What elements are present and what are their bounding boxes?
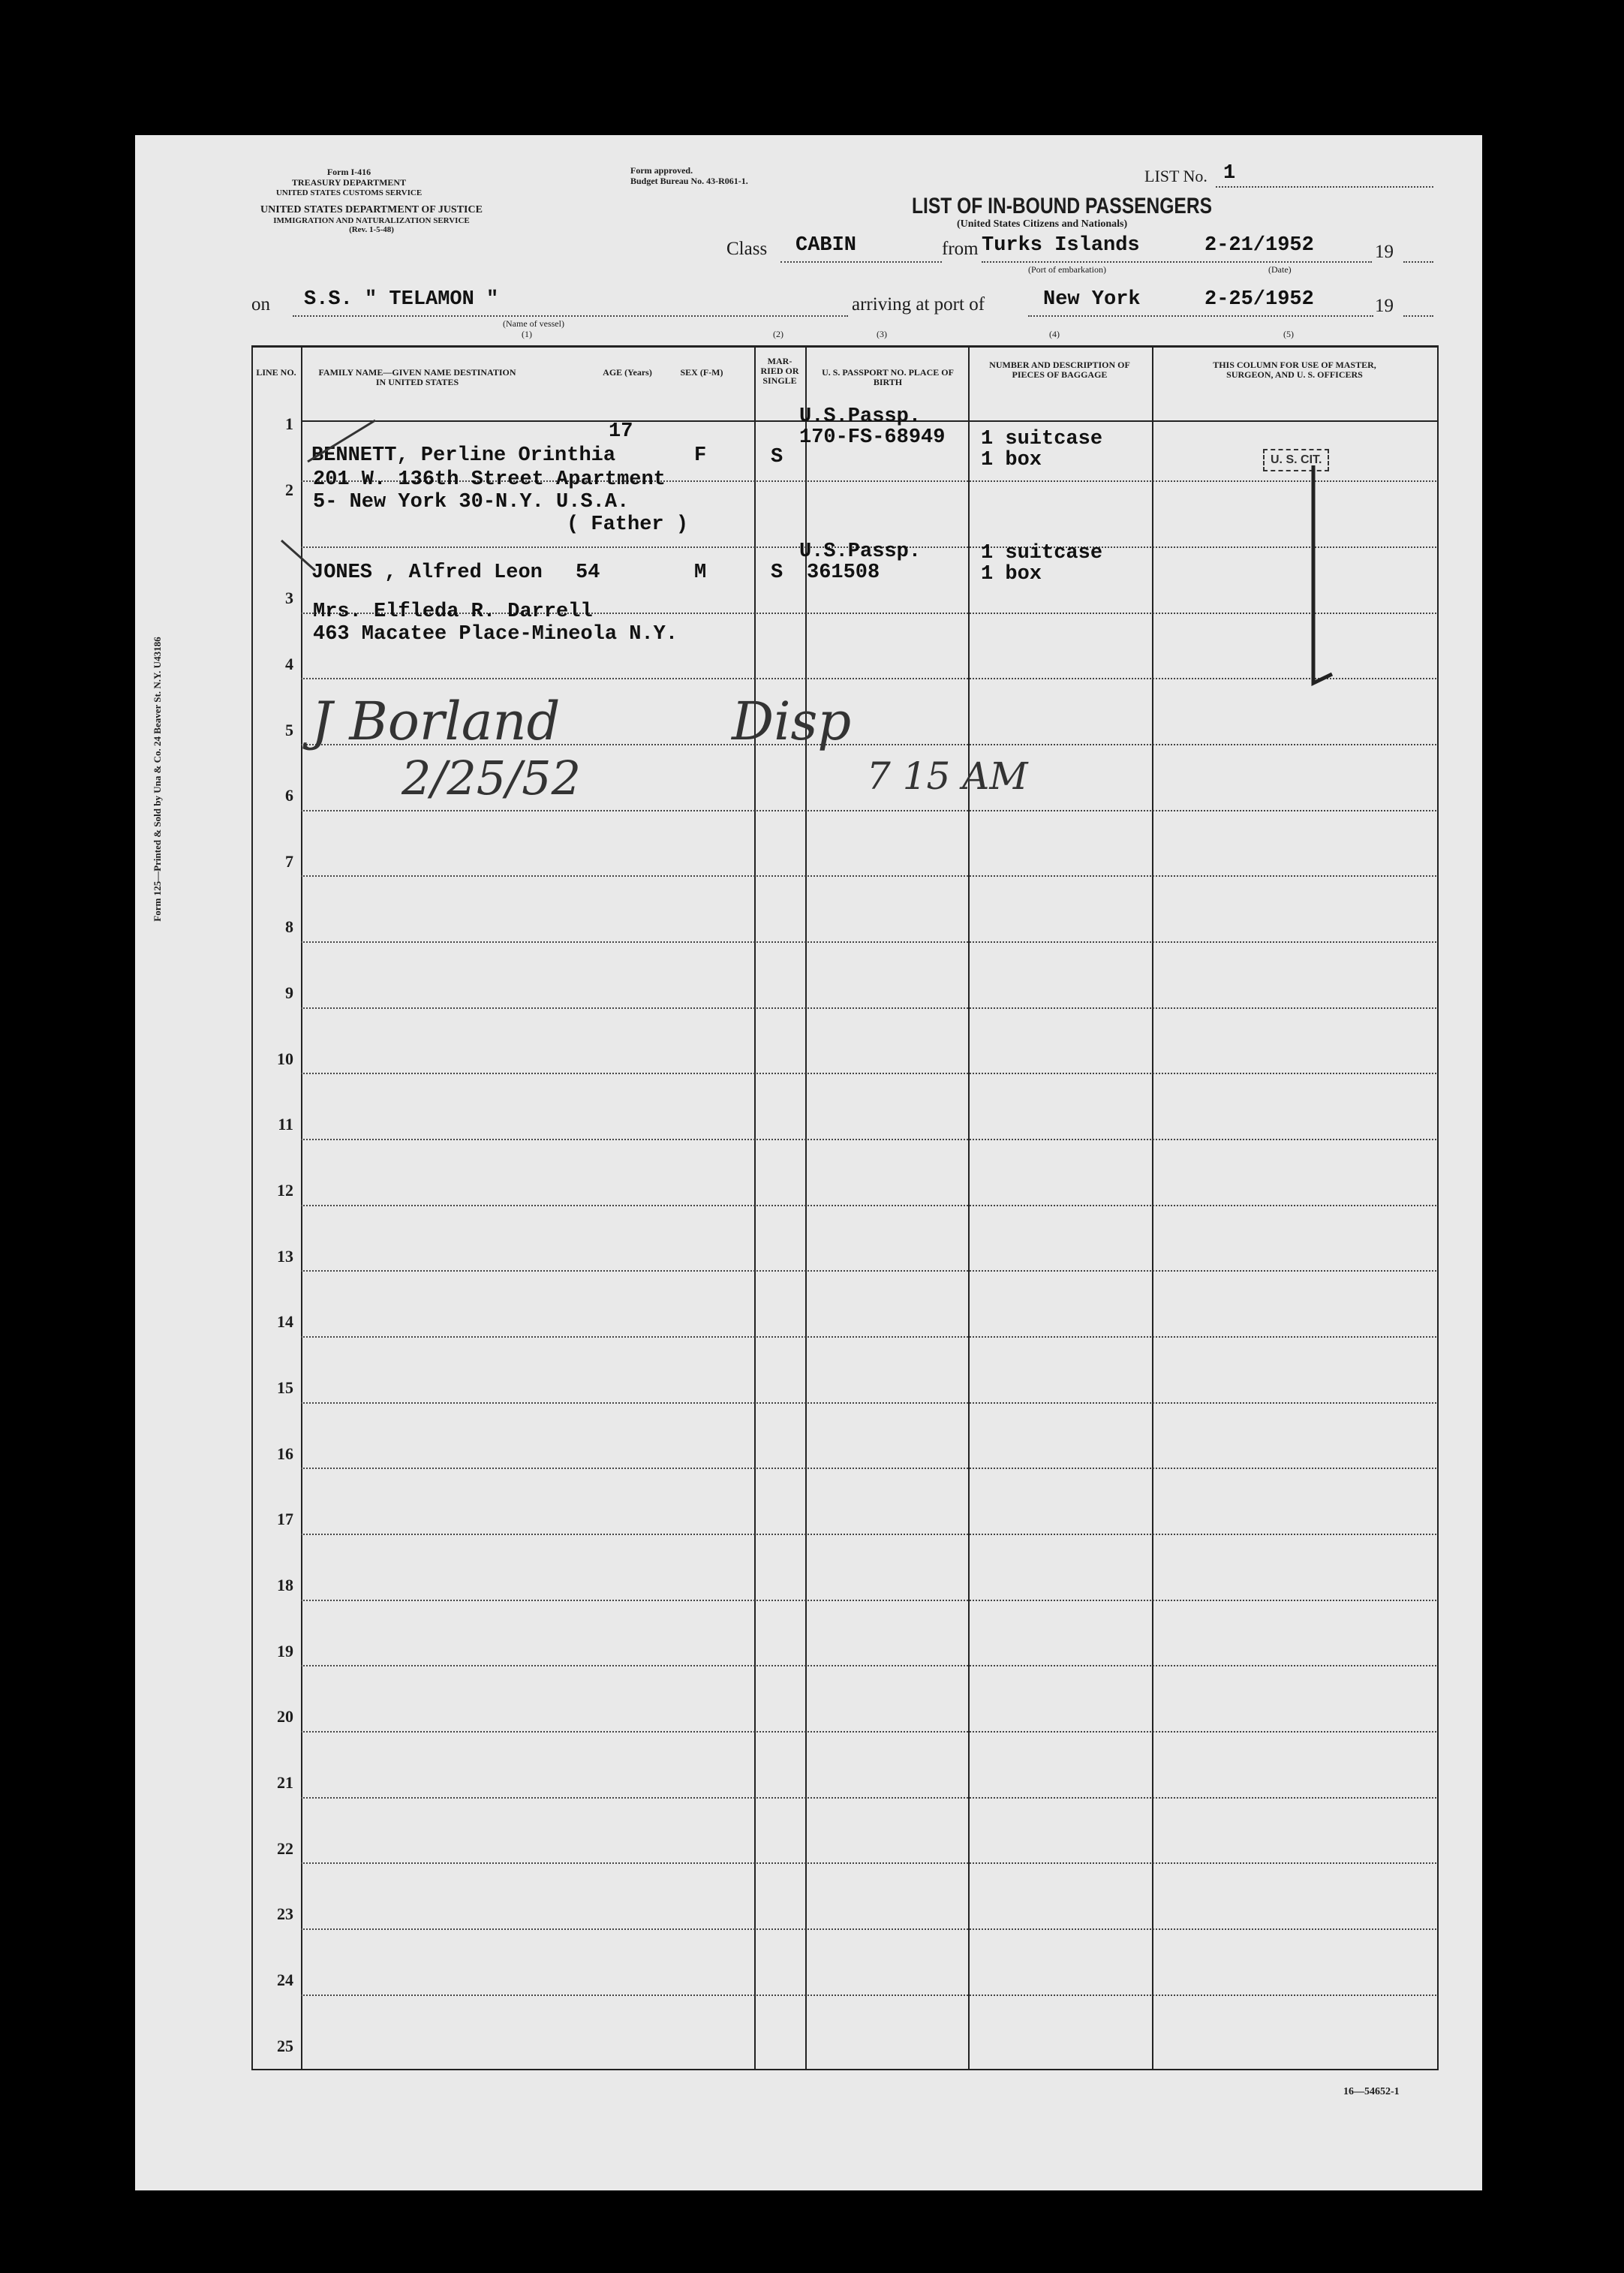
arrival-port: New York (1043, 288, 1141, 311)
col-num-2: (2) (773, 329, 783, 339)
passenger-2-marital: S (771, 561, 783, 584)
row-number: 3 (285, 589, 293, 607)
dept-customs: UNITED STATES CUSTOMS SERVICE (275, 188, 423, 197)
passenger-1-sex: F (694, 444, 707, 467)
row-line (301, 1007, 1436, 1009)
row-number: 22 (277, 1839, 293, 1858)
header-passport: U. S. PASSPORT NO. PLACE OF BIRTH (822, 367, 954, 387)
side-printer-text: Form 125—Printed & Sold by Una & Co. 24 Beaver St. N.Y. U43186 (152, 637, 163, 922)
passenger-1-passport-no: 170-FS-68949 (799, 426, 946, 449)
row-number: 19 (277, 1642, 293, 1660)
header-officers: THIS COLUMN FOR USE OF MASTER, SURGEON, AND U. S. OFFICERS (1213, 360, 1376, 380)
row-line (301, 1336, 1436, 1338)
arrival-date: 2-25/1952 (1204, 288, 1314, 311)
check-mark (304, 417, 379, 469)
class-line (780, 261, 942, 263)
vessel-line (293, 315, 848, 317)
approval-block (630, 165, 748, 186)
table-bottom-border (251, 2069, 1439, 2070)
col-num-5: (5) (1283, 329, 1294, 339)
class-value: CABIN (795, 234, 857, 257)
form-justice-block (248, 204, 495, 234)
passenger-2-passport-label: U.S.Passp. (799, 540, 922, 563)
passenger-2-sex: M (694, 561, 707, 584)
page-subtitle: (United States Citizens and Nationals) (957, 218, 1128, 230)
passenger-1-addr3: ( Father ) (567, 513, 689, 536)
passenger-1-name: BENNETT, Perline Orinthia (311, 444, 616, 467)
row-number: 8 (285, 917, 293, 936)
footer-code: 16—54652-1 (1343, 2086, 1400, 2097)
row-number: 16 (277, 1444, 293, 1463)
budget-bureau: Budget Bureau No. 43-R061-1. (630, 176, 748, 186)
passenger-2-age: 54 (576, 561, 600, 584)
bracket-mark (1298, 465, 1336, 691)
table-top-border (251, 345, 1439, 348)
passenger-1-baggage-2: 1 box (981, 449, 1042, 471)
col-num-4: (4) (1049, 329, 1060, 339)
row-number: 25 (277, 2037, 293, 2055)
row-number: 24 (277, 1970, 293, 1989)
passenger-2-addr2: 463 Macatee Place-Mineola N.Y. (313, 623, 678, 646)
passenger-1-marital: S (771, 446, 783, 468)
form-number: Form I-416 (326, 167, 371, 177)
row-line (301, 1862, 1436, 1864)
on-label: on (251, 294, 270, 315)
row-number: 20 (277, 1707, 293, 1726)
row-number: 23 (277, 1904, 293, 1923)
col-divider-baggage (1152, 345, 1153, 2070)
row-line (301, 1928, 1436, 1930)
header-married: MAR- RIED OR SINGLE (760, 356, 799, 386)
page-title: LIST OF IN-BOUND PASSENGERS (912, 194, 1213, 218)
dept-ins: IMMIGRATION AND NATURALIZATION SERVICE (273, 216, 470, 225)
header-line-no: LINE NO. (256, 367, 296, 378)
us-citizen-stamp: U. S. CIT. (1263, 449, 1329, 471)
passenger-2-baggage-1: 1 suitcase (981, 542, 1103, 564)
header-sex: SEX (F-M) (680, 367, 723, 378)
row-line (301, 875, 1436, 877)
form-revision: (Rev. 1-5-48) (349, 225, 394, 234)
vessel-caption: (Name of vessel) (503, 318, 564, 329)
row-line (301, 1731, 1436, 1733)
row-line (301, 1468, 1436, 1469)
col-divider-name (754, 345, 756, 2070)
col-divider-line (301, 345, 302, 2070)
row-number: 1 (285, 414, 293, 433)
passenger-1-addr1: 201 W. 136th Street Apartment (313, 468, 666, 491)
row-number: 9 (285, 983, 293, 1002)
header-age: AGE (Years) (603, 367, 652, 378)
manifest-page (135, 135, 1482, 2190)
row-number: 18 (277, 1576, 293, 1594)
row-line (301, 1534, 1436, 1535)
class-label: Class (726, 239, 768, 259)
handwritten-signature: J Borland (311, 691, 561, 752)
passenger-1-baggage-1: 1 suitcase (981, 428, 1103, 450)
dept-treasury: TREASURY DEPARTMENT (291, 177, 407, 188)
passenger-2-addr1: Mrs. Elfleda R. Darrell (313, 601, 593, 623)
from-value: Turks Islands (982, 234, 1140, 257)
col-num-3: (3) (877, 329, 887, 339)
col-divider-married (805, 345, 807, 2070)
col-divider-passport (968, 345, 970, 2070)
manifest-table (251, 345, 1439, 2070)
handwritten-time: 7 15 AM (867, 754, 1028, 798)
passenger-1-addr2: 5- New York 30-N.Y. U.S.A. (313, 491, 630, 513)
row-number: 11 (278, 1115, 293, 1133)
row-number: 14 (277, 1312, 293, 1331)
vessel-col-num: (1) (522, 329, 532, 339)
year-suffix-2: 19 (1375, 296, 1394, 316)
from-label: from (942, 239, 979, 259)
year-suffix-1: 19 (1375, 242, 1394, 262)
handwritten-disp: Disp (732, 691, 852, 752)
arrival-line (1028, 315, 1373, 317)
embark-date: 2-21/1952 (1204, 234, 1314, 257)
row-number: 10 (277, 1049, 293, 1068)
row-line (301, 1402, 1436, 1404)
list-no-label: LIST No. (1144, 167, 1207, 185)
header-name: FAMILY NAME—GIVEN NAME DESTINATION IN UNITED STATES (318, 367, 516, 387)
row-line (301, 1270, 1436, 1272)
row-line (301, 1600, 1436, 1601)
header-baggage: NUMBER AND DESCRIPTION OF PIECES OF BAGGAGE (989, 360, 1130, 380)
row-number: 15 (277, 1378, 293, 1397)
row-line (301, 1797, 1436, 1799)
vessel-name: S.S. " TELAMON " (304, 288, 499, 311)
row-number: 2 (285, 480, 293, 499)
passenger-1-passport-label: U.S.Passp. (799, 405, 922, 428)
handwritten-date: 2/25/52 (401, 751, 582, 805)
passenger-2-passport-no: 361508 (807, 561, 880, 584)
row-number: 21 (277, 1773, 293, 1792)
row-line (301, 941, 1436, 943)
passenger-2-baggage-2: 1 box (981, 563, 1042, 586)
row-number: 5 (285, 721, 293, 739)
check-mark (278, 533, 323, 578)
row-line (301, 678, 1436, 679)
row-line (301, 1139, 1436, 1140)
from-line (982, 261, 1372, 263)
passenger-2-name: JONES , Alfred Leon (311, 561, 543, 584)
row-line (301, 1073, 1436, 1074)
port-embark-caption: (Port of embarkation) (1028, 264, 1106, 275)
row-number: 4 (285, 655, 293, 673)
date-caption: (Date) (1268, 264, 1292, 275)
form-approved: Form approved. (630, 165, 693, 176)
table-right-border (1437, 345, 1439, 2070)
arriving-label: arriving at port of (852, 294, 985, 315)
year-line-1 (1403, 261, 1433, 263)
row-line (301, 1205, 1436, 1206)
passenger-1-age: 17 (609, 420, 633, 443)
year-line-2 (1403, 315, 1433, 317)
row-number: 12 (277, 1181, 293, 1200)
row-line (301, 810, 1436, 811)
row-line (301, 1995, 1436, 1996)
list-no-line (1216, 186, 1433, 188)
row-line (301, 1665, 1436, 1666)
row-number: 13 (277, 1247, 293, 1266)
dept-justice: UNITED STATES DEPARTMENT OF JUSTICE (260, 204, 483, 215)
row-number: 6 (285, 786, 293, 805)
list-no-value: 1 (1223, 162, 1236, 185)
row-number: 17 (277, 1510, 293, 1528)
form-header-block (236, 167, 462, 198)
row-number: 7 (285, 852, 293, 871)
